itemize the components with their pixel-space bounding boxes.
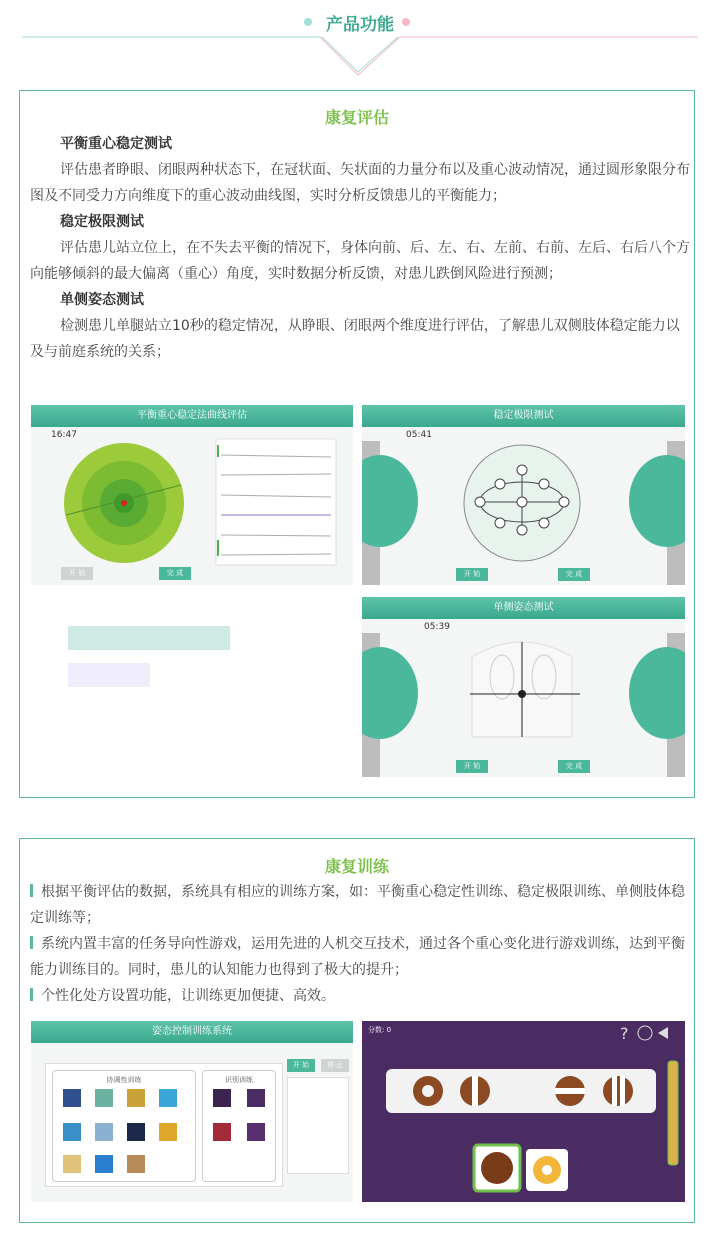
prescription-list[interactable]: [287, 1077, 349, 1174]
game-grid: [45, 1063, 283, 1187]
finish-button[interactable]: 完 成: [159, 567, 191, 580]
screen-title: 稳定极限测试: [362, 405, 685, 427]
stop-button[interactable]: 停 止: [321, 1059, 349, 1072]
screenshot-single-posture: [362, 597, 685, 777]
screenshot-limit-test: [362, 405, 685, 585]
training-text: [30, 879, 690, 1009]
game-icons: [53, 1071, 195, 1181]
finish-button[interactable]: 完 成: [558, 760, 590, 773]
start-button[interactable]: 开 始: [61, 567, 93, 580]
item-body: 评估患者睁眼、闭眼两种状态下，在冠状面、矢状面的力量分布以及重心波动情况，通过圆形象限分布图及不同受力方向维度下的重心波动曲线图，实时分析反馈患儿的平衡能力；: [30, 162, 690, 204]
bullet-bar: [30, 936, 33, 949]
section-title: 产品功能: [326, 15, 394, 35]
game-icons: [203, 1071, 275, 1181]
placeholder-block: [68, 663, 150, 687]
training-item: 系统内置丰富的任务导向性游戏，运用先进的人机交互技术，通过各个重心变化进行游戏训练，达到平衡能力训练目的。同时，患儿的认知能力也得到了极大的提升；: [30, 936, 685, 978]
timer: 16:47: [51, 430, 77, 440]
group-box: [52, 1070, 196, 1182]
item-heading: 稳定极限测试: [60, 214, 144, 230]
assessment-text: [30, 131, 690, 365]
screen-title: 单侧姿态测试: [362, 597, 685, 619]
score: 分数: 0: [368, 1026, 392, 1034]
start-button[interactable]: 开 始: [287, 1059, 315, 1072]
bullet-bar: [30, 988, 33, 1001]
item-heading: 单侧姿态测试: [60, 292, 144, 308]
bullet-bar: [30, 884, 33, 897]
timer: 05:39: [424, 622, 450, 632]
start-button[interactable]: 开 始: [456, 568, 488, 581]
item-body: 检测患儿单腿站立10秒的稳定情况，从睁眼、闭眼两个维度进行评估，了解患儿双侧肢体稳定能力以及与前庭系统的关系；: [30, 318, 680, 360]
start-button[interactable]: 开 始: [456, 760, 488, 773]
game-scene: [362, 1021, 685, 1202]
screen-title: 平衡重心稳定法曲线评估: [31, 405, 353, 427]
screen-title: 姿态控制训练系统: [31, 1021, 353, 1043]
circle-chart: [31, 405, 353, 585]
training-panel: [19, 838, 695, 1223]
training-title: 康复训练: [324, 857, 389, 876]
group-label: 识别训练: [225, 1076, 253, 1084]
screenshot-training-system: [31, 1021, 353, 1202]
section-header: [0, 0, 720, 80]
screenshot-game: [362, 1021, 685, 1202]
header-divider: [0, 0, 720, 80]
item-body: 评估患儿站立位上，在不失去平衡的情况下，身体向前、后、左、右、左前、右前、左后、右后八个方向能够倾斜的最大偏离（重心）角度，实时数据分析反馈，对患儿跌倒风险进行预测；: [30, 240, 690, 282]
item-heading: 平衡重心稳定测试: [60, 136, 172, 152]
screenshot-curve-assessment: [31, 405, 353, 585]
posture-diagram: [362, 597, 685, 777]
group-box: [202, 1070, 276, 1182]
training-item: 根据平衡评估的数据，系统具有相应的训练方案，如：平衡重心稳定性训练、稳定极限训练、单侧肢体稳定训练等；: [30, 884, 685, 926]
training-item: 个性化处方设置功能，让训练更加便捷、高效。: [41, 988, 335, 1004]
placeholder-block: [68, 626, 230, 650]
group-label: 协调性训练: [106, 1076, 142, 1084]
finish-button[interactable]: 完 成: [558, 568, 590, 581]
assessment-title: 康复评估: [324, 108, 389, 127]
timer: 05:41: [406, 430, 432, 440]
svg-text:?: ?: [620, 1024, 629, 1043]
limit-diagram: [362, 405, 685, 585]
assessment-panel: [19, 90, 695, 798]
